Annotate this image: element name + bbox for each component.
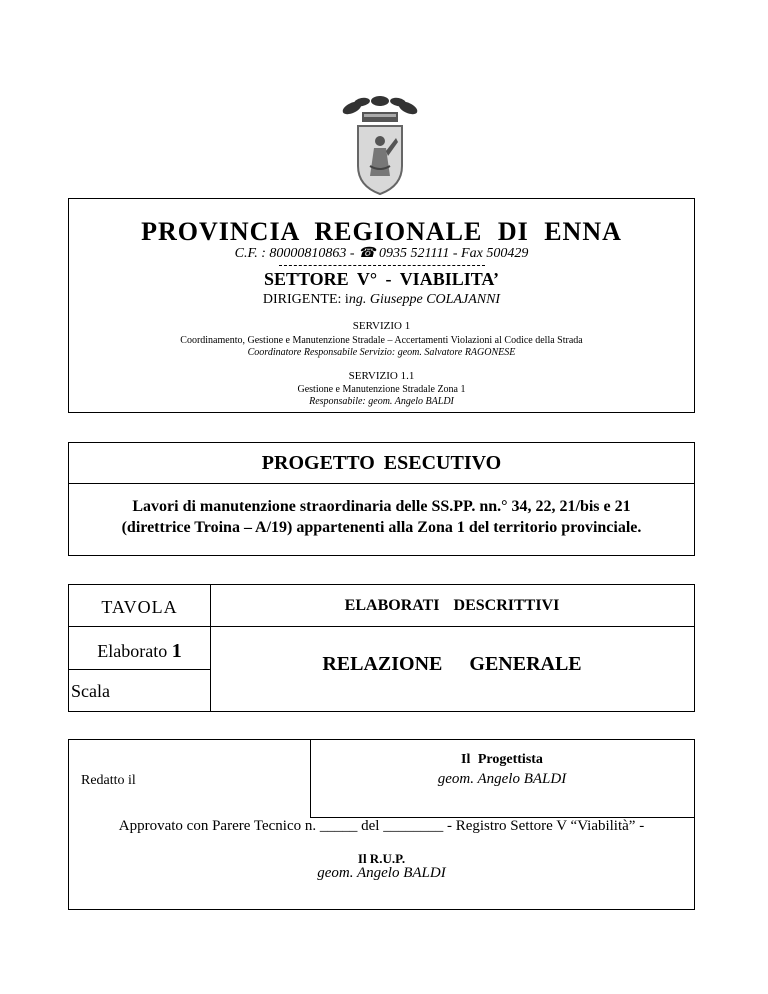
tavola-table	[68, 584, 695, 712]
servizio1-desc: Coordinamento, Gestione e Manutenzione Stradale – Accertamenti Violazioni al Codice della Strada	[180, 335, 583, 346]
rup-name: geom. Angelo BALDI	[317, 865, 446, 881]
project-desc	[69, 496, 694, 538]
dirigente	[69, 292, 694, 308]
org-contact: C.F. : 80000810863 - ☎ 0935 521111 - Fax 500429	[234, 246, 529, 261]
project-desc-line2: (direttrice Troina – A/19) appartenenti alla Zona 1 del territorio provinciale.	[121, 519, 642, 536]
progettista-name: geom. Angelo BALDI	[437, 771, 567, 787]
divider-line	[279, 265, 485, 266]
progettista-title: Il Progettista	[461, 752, 543, 767]
header-box	[68, 198, 695, 413]
servizio11-resp: Responsabile: geom. Angelo BALDI	[309, 396, 454, 407]
dirigente-prefix: DIRIGENTE: i	[262, 292, 349, 307]
table-divider	[69, 669, 211, 670]
rup-title: Il R.U.P.	[357, 851, 406, 866]
org-title: PROVINCIA REGIONALE DI ENNA	[141, 217, 622, 246]
elaborato-label	[69, 640, 210, 663]
servizio11-desc: Gestione e Manutenzione Stradale Zona 1	[297, 384, 466, 395]
project-title-box	[68, 442, 695, 484]
table-divider	[69, 626, 694, 627]
sector-title: SETTORE V° - VIABILITA’	[263, 269, 500, 289]
project-title: PROGETTO ESECUTIVO	[261, 452, 502, 474]
elaborato-number: 1	[171, 640, 182, 662]
servizio11-title: SERVIZIO 1.1	[348, 370, 415, 382]
approval-box	[68, 739, 695, 910]
relazione-label: RELAZIONE GENERALE	[322, 653, 582, 675]
tavola-label: TAVOLA	[101, 597, 178, 617]
coat-of-arms-icon	[340, 96, 420, 196]
servizio1-coord: Coordinatore Responsabile Servizio: geom. Salvatore RAGONESE	[247, 347, 516, 358]
redatto-label: Redatto il	[81, 773, 136, 788]
elaborato-prefix: Elaborato	[97, 641, 172, 661]
project-desc-box	[68, 483, 695, 556]
project-desc-line1: Lavori di manutenzione straordinaria delle SS.PP. nn.° 34, 22, 21/bis e 21	[132, 498, 631, 515]
dirigente-name: ng. Giuseppe COLAJANNI	[348, 292, 501, 307]
servizio1-title: SERVIZIO 1	[352, 320, 411, 332]
elaborati-label: ELABORATI DESCRITTIVI	[344, 597, 560, 614]
approvato-line: Approvato con Parere Tecnico n. _____ del ________ - Registro Settore V “Viabilità” -	[118, 818, 645, 834]
scala-label: Scala	[71, 681, 110, 701]
